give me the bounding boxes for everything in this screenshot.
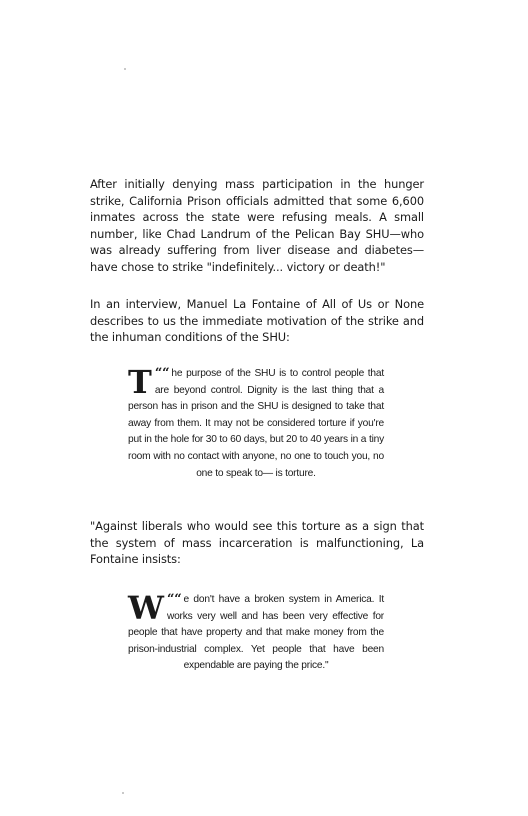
drop-cap: T — [128, 363, 152, 401]
paragraph-interview-intro: In an interview, Manuel La Fontaine of All of Us or None describes to us the immediate motivation of the strike and the inhuman conditions of the SHU: — [90, 297, 424, 344]
open-quote-mark: ““ — [166, 592, 182, 607]
pull-quote-broken-system — [128, 589, 384, 675]
drop-cap: W — [128, 589, 164, 627]
pull-quote-shu-purpose — [128, 363, 384, 482]
quote-text: e don't have a broken system in America. It works very well and has been very effective for people that have property and that make money from the prison-industrial complex. Yet people that have been expendable are paying the price." — [128, 594, 384, 672]
paragraph-hunger-strike: After initially denying mass participation in the hunger strike, California Prison officials admitted that some 6,600 inmates across the state were refusing meals. A small number, like Chad Landrum of the Pelican Bay SHU—who was already suffering from liver disease and diabetes—have chose to strike "indefinitely... victory or death!" — [90, 177, 424, 274]
page-speck — [124, 68, 126, 70]
page-speck — [122, 792, 124, 794]
open-quote-mark: ““ — [154, 366, 170, 381]
paragraph-liberals: "Against liberals who would see this torture as a sign that the system of mass incarceration is malfunctioning, La Fontaine insists: — [90, 519, 424, 566]
quote-text: he purpose of the SHU is to control people that are beyond control. Dignity is the last thing that a person has in prison and the SHU is designed to take that away from them. It may not be considered torture if you're put in the hole for 30 to 60 days, but 20 to 40 years in a tiny room with no contact with anyone, no one to touch you, no one to speak to— is torture. — [128, 368, 384, 479]
